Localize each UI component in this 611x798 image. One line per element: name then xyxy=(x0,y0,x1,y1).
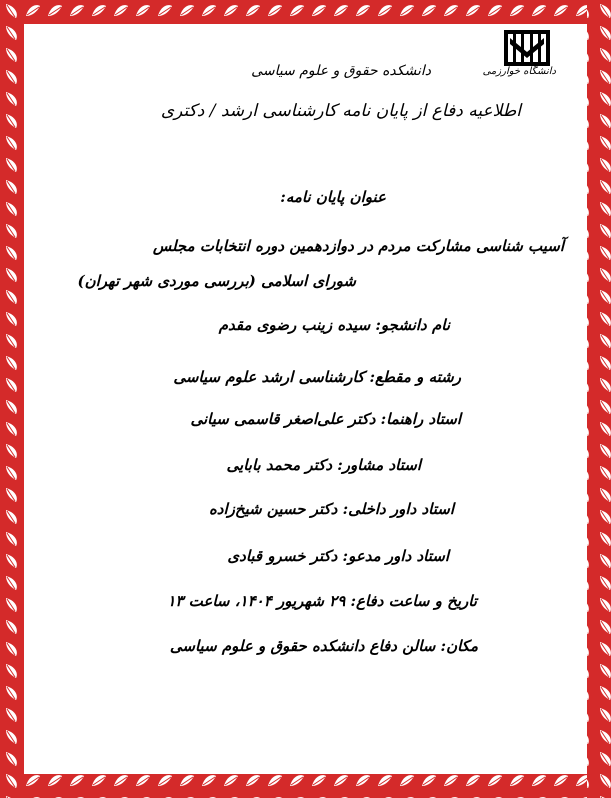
thesis-title-line-2: شورای اسلامی (بررسی موردی شهر تهران) xyxy=(77,272,356,290)
advisor: استاد مشاور: دکتر محمد بابایی xyxy=(226,456,421,474)
supervisor: استاد راهنما: دکتر علی‌اصغر قاسمی سیانی xyxy=(190,410,461,428)
faculty-name: دانشکده حقوق و علوم سیاسی xyxy=(251,63,431,79)
notice-heading: اطلاعیه دفاع از پایان نامه کارشناسی ارشد / دکتری xyxy=(160,101,521,121)
invited-examiner: استاد داور مدعو: دکتر خسرو قبادی xyxy=(227,547,449,565)
defense-datetime: تاریخ و ساعت دفاع: ۲۹ شهریور ۱۴۰۴، ساعت ۱۳ xyxy=(167,592,477,610)
logo-caption: دانشگاه خوارزمی xyxy=(482,66,556,77)
thesis-title-line-1: آسیب شناسی مشارکت مردم در دوازدهمین دوره انتخابات مجلس xyxy=(152,237,564,255)
field-and-degree: رشته و مقطع: کارشناسی ارشد علوم سیاسی xyxy=(173,368,461,386)
internal-examiner: استاد داور داخلی: دکتر حسین شیخ‌زاده xyxy=(208,500,454,518)
defense-location: مکان: سالن دفاع دانشکده حقوق و علوم سیاسی xyxy=(169,637,478,655)
student-name: نام دانشجو: سیده زینب رضوی مقدم xyxy=(218,316,450,334)
thesis-title-label: عنوان پایان نامه: xyxy=(280,188,386,206)
